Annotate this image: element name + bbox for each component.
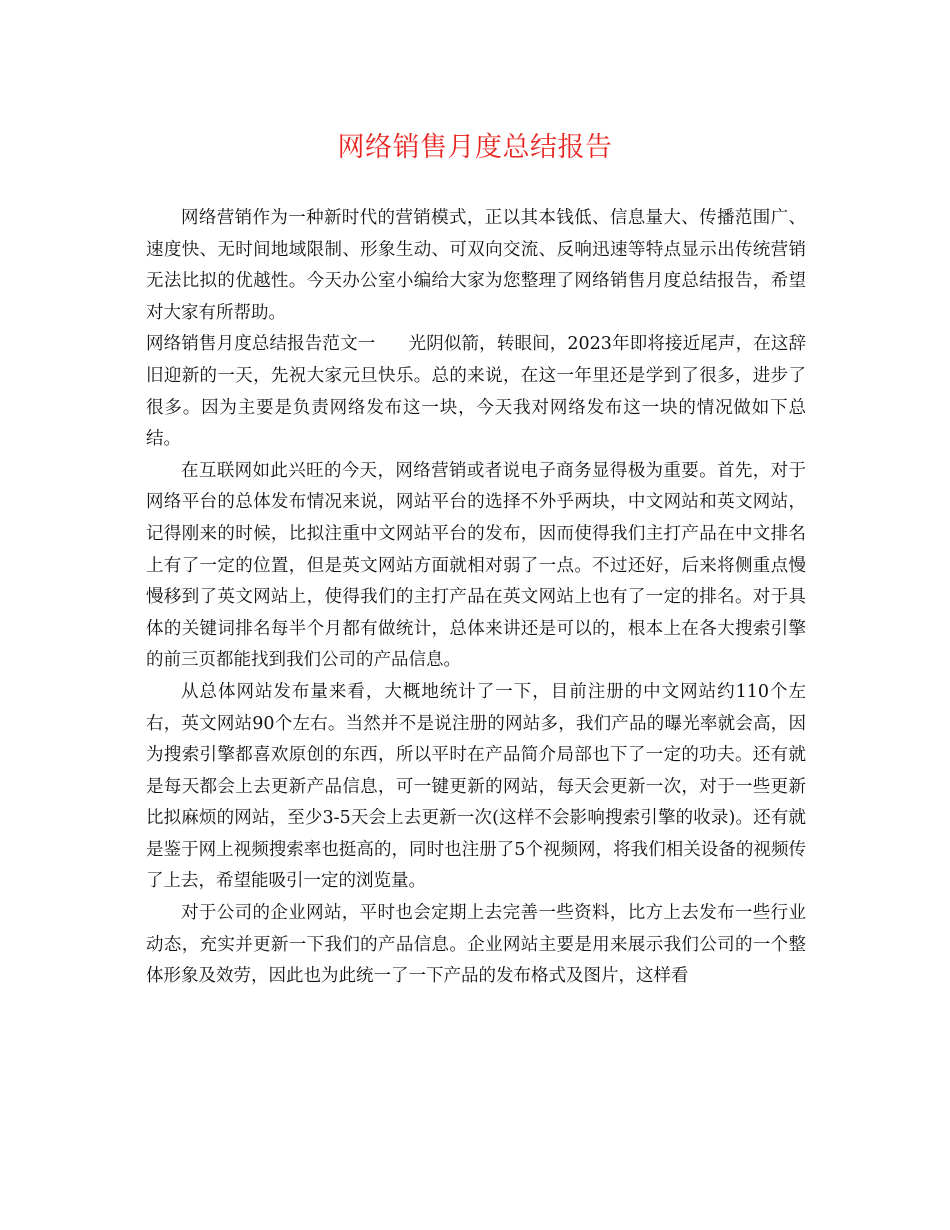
document-body [146,203,806,993]
sample-heading: 网络销售月度总结报告范文一 [146,334,376,355]
document-title: 网络销售月度总结报告 [337,132,613,163]
sample-opening-text: 光阴似箭，转眼间，2023年即将接近尾声，在这辞旧迎新的一天，先祝大家元旦快乐。总的来说，在这一年里还是学到了很多，进步了很多。因为主要是负责网络发布这一块，今天我对网络发布这一块的情况做如下总结。 [146,334,806,450]
intro-paragraph: 网络营销作为一种新时代的营销模式，正以其本钱低、信息量大、传播范围广、速度快、无时间地域限制、形象生动、可双向交流、反响迅速等特点显示出传统营销无法比拟的优越性。今天办公室小编给大家为您整理了网络销售月度总结报告，希望对大家有所帮助。 [146,208,806,323]
sample-paragraph [146,329,806,455]
body-paragraph-3: 从总体网站发布量来看，大概地统计了一下，目前注册的中文网站约110个左右，英文网站90个左右。当然并不是说注册的网站多，我们产品的曝光率就会高，因为搜索引擎都喜欢原创的东西，所以平时在产品简介局部也下了一定的功夫。还有就是每天都会上去更新产品信息，可一键更新的网站，每天会更新一次，对于一些更新比拟麻烦的网站，至少3-5天会上去更新一次(这样不会影响搜索引擎的收录)。还有就是鉴于网上视频搜索率也挺高的，同时也注册了5个视频网，将我们相关设备的视频传了上去，希望能吸引一定的浏览量。 [146,681,806,892]
body-paragraph-4: 对于公司的企业网站，平时也会定期上去完善一些资料，比方上去发布一些行业动态，充实并更新一下我们的产品信息。企业网站主要是用来展示我们公司的一个整体形象及效劳，因此也为此统一了一下产品的发布格式及图片，这样看 [146,903,806,987]
body-paragraph-2: 在互联网如此兴旺的今天，网络营销或者说电子商务显得极为重要。首先，对于网络平台的总体发布情况来说，网站平台的选择不外乎两块，中文网站和英文网站，记得刚来的时候，比拟注重中文网站平台的发布，因而使得我们主打产品在中文排名上有了一定的位置，但是英文网站方面就相对弱了一点。不过还好，后来将侧重点慢慢移到了英文网站上，使得我们的主打产品在英文网站上也有了一定的排名。对于具体的关键词排名每半个月都有做统计，总体来讲还是可以的，根本上在各大搜索引擎的前三页都能找到我们公司的产品信息。 [146,460,806,671]
